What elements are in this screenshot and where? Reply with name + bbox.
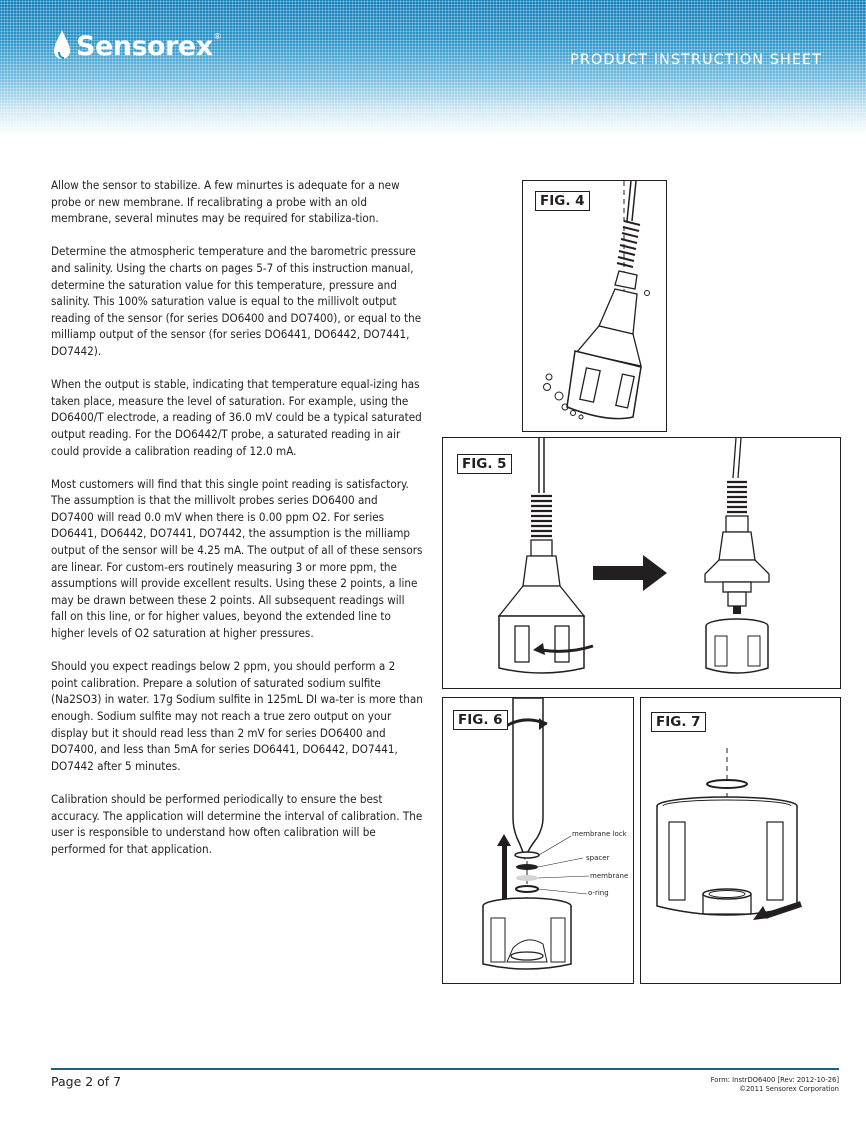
paragraph-saturation: Determine the atmospheric temperature and the barometric pressure and salinity. Using the charts on pages 5-7 of this instruction manual, determine the saturation value for this temperature, pressure and salinity. This 100% saturation value is equal to the millivolt output reading of the sensor (for series DO6400 and DO7400), or equal to the milliamp output of the sensor (for series DO6441, DO6442, DO7441, DO7442). [51, 244, 422, 358]
figure-7-label: FIG. 7 [651, 712, 706, 732]
registered-mark: ® [213, 31, 222, 41]
figure-4-label: FIG. 4 [535, 191, 590, 211]
o-ring-note: o-ring [588, 889, 609, 897]
membrane-assembly-illustration [443, 698, 632, 982]
o-ring-install-illustration [641, 698, 839, 982]
probe-in-air-illustration [523, 181, 665, 430]
membrane-note: membrane [590, 872, 629, 880]
figure-4 [522, 180, 667, 432]
probe-cap-removal-illustration [443, 438, 839, 687]
document-type-title: PRODUCT INSTRUCTION SHEET [570, 52, 822, 68]
page-header [0, 0, 866, 135]
brand-name: Sensorex [76, 30, 213, 62]
paragraph-periodic: Calibration should be performed periodically to ensure the best accuracy. The application will determine the interval of calibration. The user is responsible to understand how often calibration will be performed for that application. [51, 791, 423, 856]
form-revision: Form: InstrDO6400 [Rev: 2012-10-26] [710, 1076, 839, 1084]
membrane-lock-note: membrane lock [572, 830, 627, 838]
figure-5 [442, 437, 841, 689]
figure-7 [640, 697, 841, 984]
figure-6-label: FIG. 6 [453, 710, 508, 730]
figure-6 [442, 697, 634, 984]
paragraph-stabilize: Allow the sensor to stabilize. A few minurtes is adequate for a new probe or new membrane. If recalibrating a probe with an old membrane, several minutes may be required for stabiliza-tion. [51, 178, 400, 226]
page-number: Page 2 of 7 [51, 1074, 122, 1089]
brand-logo [52, 26, 222, 66]
paragraph-measure: When the output is stable, indicating that temperature equal-izing has taken place, measure the level of saturation. For example, using the DO6400/T electrode, a reading of 36.0 mV could be a typical saturated output reading. For the DO6442/T probe, a saturated reading in air could provide a calibration reading of 12.0 mA. [51, 377, 422, 458]
spacer-note: spacer [586, 854, 610, 862]
figure-5-label: FIG. 5 [457, 454, 512, 474]
footer-divider [51, 1068, 839, 1070]
form-info [711, 1076, 839, 1094]
water-drop-icon [52, 29, 72, 63]
paragraph-single-point: Most customers will find that this single point reading is satisfactory. The assumption is that the millivolt probes series DO6400 and DO7400 will read 0.0 mV when there is 0.00 ppm O2. For series DO6441, DO6442, DO7441, DO7442, the assumption is the milliamp output of the sensor will be 4.25 mA. The output of all of these sensors are linear. For custom-ers routinely measuring 3 or more ppm, the assumptions will provide excellent results. Using these 2 points, a line may be drawn between these 2 points. All subsequent readings will fall on this line, or for higher values, beyond the extended line to higher levels of O2 saturation at higher pressures. [51, 476, 423, 641]
paragraph-two-point: Should you expect readings below 2 ppm, you should perform a 2 point calibration. Prepare a solution of saturated sodium sulfite (Na2SO3) in water. 17g Sodium sulfite in 125mL DI wa-ter is more than enough. Sodium sulfite may not reach a true zero output on your display but it should read less than 2 mV for series DO6400 and DO7400, and less than 5mA for series DO6441, DO6442, DO7441, DO7442 after 5 minutes. [51, 659, 423, 773]
instruction-text [51, 177, 423, 874]
copyright: ©2011 Sensorex Corporation [739, 1085, 839, 1093]
